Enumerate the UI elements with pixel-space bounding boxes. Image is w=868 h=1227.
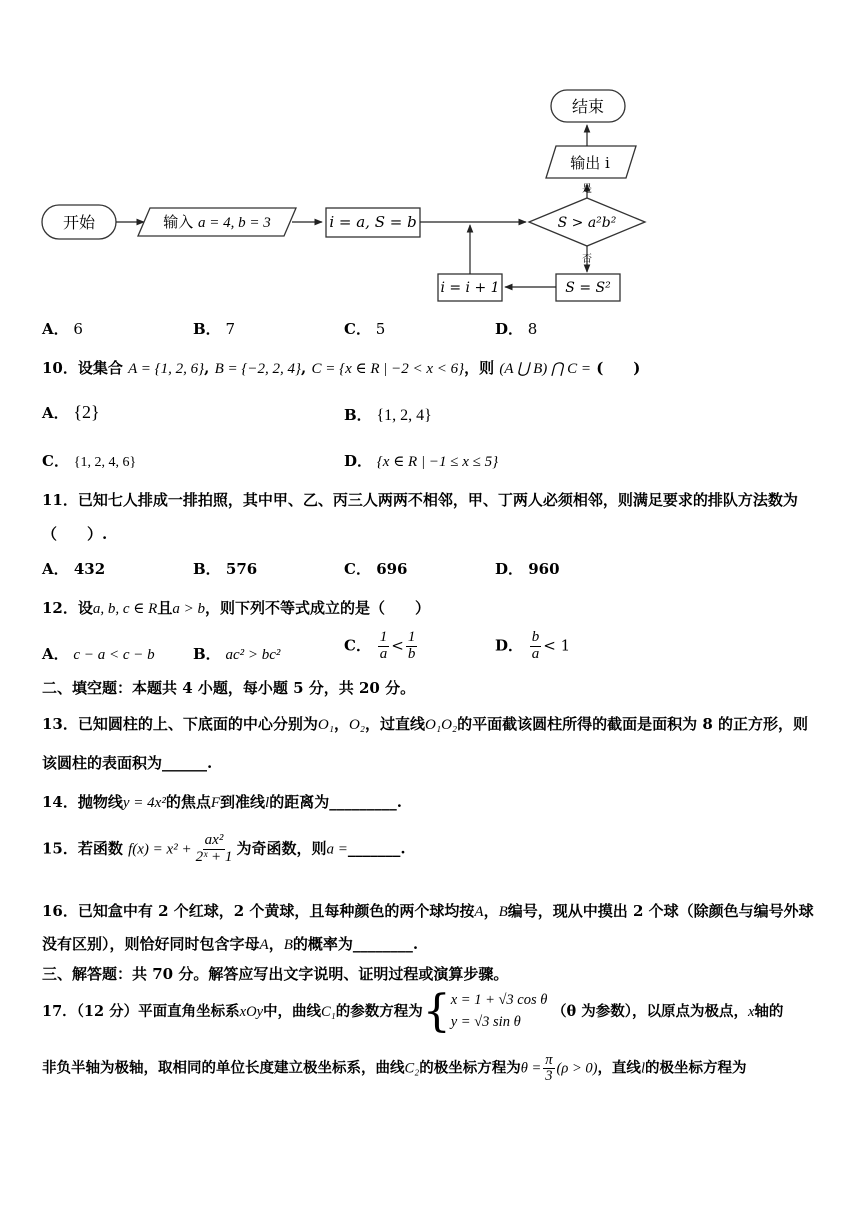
output-label: 输出 i	[570, 154, 610, 172]
square-label: S = S²	[565, 280, 611, 296]
assign-label: i = a, S = b	[329, 213, 417, 231]
q11-option-d: D． 960	[495, 560, 560, 578]
q17-line1: 17．（12 分）平面直角坐标系xOy中，曲线C₁的参数方程为{ x = 1 + √3 cos θ y = √3 sin θ （θ 为参数），以原点为极点，x轴的	[42, 986, 784, 1037]
q10-option-b: B． {1, 2, 4}	[344, 406, 432, 424]
decision-label: S > a²b²	[557, 215, 617, 231]
q11-option-b: B． 576	[193, 560, 258, 578]
q15: 15．若函数 f(x) = x² + $\frac{\text{ax²}}{\text{2ˣ + 1}}$ 为奇函数，则a =_______.	[42, 832, 406, 865]
q12-option-d: D． $\frac{b}{a}$ < 1	[495, 629, 571, 662]
q13-line2: 该圆柱的表面积为______.	[42, 754, 213, 772]
q11-option-a: A． 432	[42, 560, 106, 578]
input-math: a = 4, b = 3	[198, 215, 271, 231]
q9-option-d: D． 8	[495, 320, 538, 338]
q10-stem: 10．设集合 A = {1, 2, 6}, B = {−2, 2, 4}, C = {x ∈ R | −2 < x < 6}，则 (A ⋃ B) ⋂ C = ( )	[42, 359, 641, 377]
no-label: 否	[582, 254, 592, 265]
q16-line2: 没有区别），则恰好同时包含字母A，B的概率为________.	[42, 935, 419, 953]
q11-paren: （ ）.	[42, 525, 108, 543]
increment-label: i = i + 1	[440, 280, 500, 296]
start-label: 开始	[62, 213, 96, 232]
svg-text:输入 a = 4, b = 3	[163, 213, 271, 231]
q13-line1: 13．已知圆柱的上、下底面的中心分别为O₁，O₂，过直线O₁O₂的平面截该圆柱所得的截面是面积为 8 的正方形，则	[42, 715, 809, 733]
q9-option-a: A． 6	[42, 320, 83, 338]
yes-label: 是	[582, 184, 592, 195]
q10-option-d: D． {x ∈ R | −1 ≤ x ≤ 5}	[344, 452, 499, 470]
q10-option-c: C． {1, 2, 4, 6}	[42, 452, 137, 470]
input-label: 输入	[163, 213, 194, 231]
q16-line1: 16．已知盒中有 2 个红球，2 个黄球，且每种颜色的两个球均按A，B编号，现从中摸出 2 个球（除颜色与编号外球	[42, 902, 814, 920]
q12-option-b: B． ac² > bc²	[193, 645, 281, 663]
section-2-heading: 二、填空题：本题共 4 小题，每小题 5 分，共 20 分。	[42, 679, 416, 697]
q9-option-b: B． 7	[193, 320, 236, 338]
q11-stem: 11．已知七人排成一排拍照，其中甲、乙、丙三人两两不相邻，甲、丁两人必须相邻，则满足要求的排队方法数为	[42, 491, 798, 509]
q12-stem: 12．设a, b, c ∈ R且a > b，则下列不等式成立的是（ ）	[42, 599, 430, 617]
section-3-heading: 三、解答题：共 70 分。解答应写出文字说明、证明过程或演算步骤。	[42, 965, 509, 983]
flowchart	[0, 0, 868, 310]
q11-option-c: C． 696	[344, 560, 408, 578]
q14: 14．抛物线y = 4x²的焦点F到准线l的距离为_________.	[42, 793, 402, 811]
q9-option-c: C． 5	[344, 320, 386, 338]
q12-option-a: A． c − a < c − b	[42, 645, 155, 663]
q10-option-a: A． {2}	[42, 402, 100, 422]
q17-line2: 非负半轴为极轴，取相同的单位长度建立极坐标系，曲线C₂的极坐标方程为θ = $\frac{\pi}{3}$ (ρ > 0)，直线l的极坐标方程为	[42, 1052, 747, 1085]
end-label: 结束	[571, 97, 605, 116]
q12-option-c: C． $\frac{1}{a}$ < $\frac{1}{b}$	[344, 629, 416, 662]
